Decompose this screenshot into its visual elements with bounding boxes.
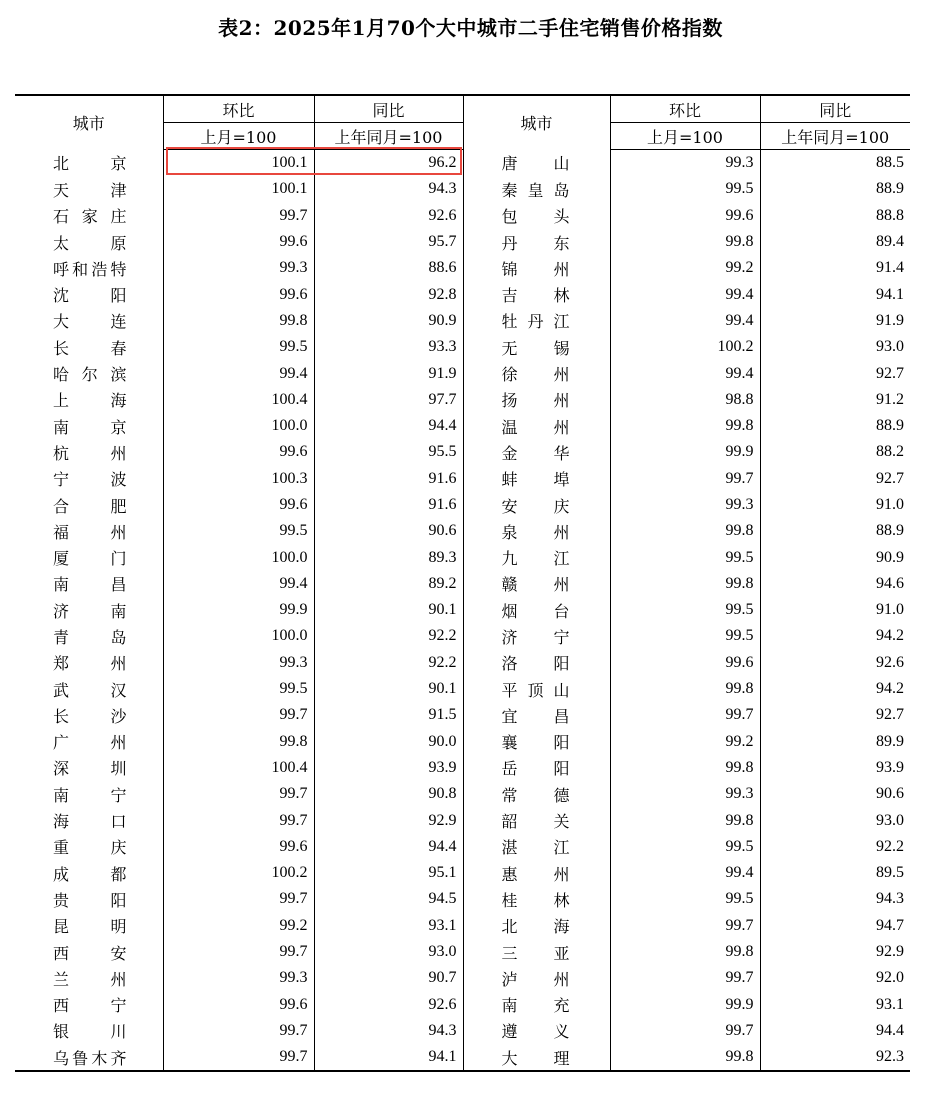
yoy-right-cell: 91.0 [876, 496, 904, 513]
table-row [15, 939, 910, 965]
mom-right-cell: 99.5 [610, 834, 760, 860]
mom-left-cell: 100.0 [163, 413, 314, 439]
mom-right-cell: 99.7 [610, 466, 760, 492]
mom-left-cell: 100.3 [163, 466, 314, 492]
city-right-cell: 三亚 [463, 939, 610, 965]
yoy-left-cell: 92.6 [314, 203, 463, 229]
mom-right-cell: 99.4 [610, 308, 760, 334]
table-row [15, 834, 910, 860]
city-right-cell: 秦皇岛 [463, 176, 610, 202]
city-left-cell: 济南 [15, 597, 163, 623]
mom-right-cell: 99.8 [610, 571, 760, 597]
yoy-left-cell: 88.6 [314, 255, 463, 281]
table-row [15, 255, 910, 281]
yoy-left-cell: 93.0 [314, 939, 463, 965]
yoy-left-cell: 94.3 [314, 176, 463, 202]
mom-left-cell: 99.5 [163, 518, 314, 544]
yoy-right-cell: 94.2 [876, 680, 904, 698]
city-left-cell: 青岛 [15, 623, 163, 649]
mom-left-cell: 99.7 [163, 702, 314, 728]
table-row [15, 597, 910, 623]
mom-right-cell: 99.3 [610, 492, 760, 518]
city-right-cell: 温州 [463, 413, 610, 439]
mom-left-cell: 99.7 [163, 886, 314, 912]
mom-left-cell: 99.8 [163, 729, 314, 755]
yoy-left-cell: 93.1 [314, 913, 463, 939]
mom-right-cell: 99.7 [610, 913, 760, 939]
city-left-cell: 大连 [15, 308, 163, 334]
table-row [15, 755, 910, 781]
mom-left-cell: 100.2 [163, 860, 314, 886]
table-row [15, 439, 910, 465]
city-left-cell: 沈阳 [15, 281, 163, 307]
table-row [15, 150, 910, 177]
city-left-cell: 深圳 [15, 755, 163, 781]
mom-left-cell: 99.7 [163, 781, 314, 807]
city-right-cell: 北海 [463, 913, 610, 939]
mom-right-cell: 99.4 [610, 281, 760, 307]
mom-right-cell: 98.8 [610, 387, 760, 413]
table-title: 表2：2025年1月70个大中城市二手住宅销售价格指数 [218, 16, 723, 40]
yoy-left-cell: 92.8 [314, 281, 463, 307]
city-right-cell: 湛江 [463, 834, 610, 860]
mom-left-cell: 99.3 [163, 255, 314, 281]
yoy-right-cell: 89.5 [876, 864, 904, 882]
mom-right-cell: 99.8 [610, 807, 760, 833]
yoy-right-cell: 92.7 [876, 706, 904, 724]
yoy-right-cell: 90.6 [876, 785, 904, 803]
city-right-cell: 南充 [463, 992, 610, 1018]
city-right-cell: 济宁 [463, 623, 610, 649]
city-right-cell: 丹东 [463, 229, 610, 255]
price-index-table [15, 94, 910, 1072]
yoy-left-cell: 97.7 [314, 387, 463, 413]
mom-right-cell: 99.5 [610, 176, 760, 202]
city-left-cell: 海口 [15, 807, 163, 833]
mom-right-cell: 99.5 [610, 597, 760, 623]
city-right-cell: 锦州 [463, 255, 610, 281]
city-right-cell: 韶关 [463, 807, 610, 833]
city-right-cell: 惠州 [463, 860, 610, 886]
table-row [15, 229, 910, 255]
mom-left-cell: 99.9 [163, 597, 314, 623]
mom-header-right: 环比 [610, 95, 760, 123]
city-right-cell: 常德 [463, 781, 610, 807]
city-left-cell: 广州 [15, 729, 163, 755]
mom-right-cell: 99.5 [610, 886, 760, 912]
mom-right-cell: 99.7 [610, 702, 760, 728]
city-left-cell: 乌鲁木齐 [15, 1044, 163, 1071]
yoy-left-cell: 90.9 [314, 308, 463, 334]
city-left-cell: 呼和浩特 [15, 255, 163, 281]
yoy-right-cell: 89.4 [876, 233, 904, 251]
yoy-left-cell: 90.8 [314, 781, 463, 807]
city-left-cell: 哈尔滨 [15, 360, 163, 386]
mom-left-cell: 99.2 [163, 913, 314, 939]
yoy-left-cell: 94.4 [314, 413, 463, 439]
mom-right-cell: 99.3 [610, 781, 760, 807]
yoy-right-cell: 92.0 [876, 969, 904, 987]
city-right-cell: 遵义 [463, 1018, 610, 1044]
city-right-cell: 襄阳 [463, 729, 610, 755]
mom-left-cell: 99.5 [163, 334, 314, 360]
city-left-cell: 杭州 [15, 439, 163, 465]
yoy-left-cell: 90.1 [314, 597, 463, 623]
yoy-right-cell: 92.9 [876, 943, 904, 961]
city-right-cell: 无锡 [463, 334, 610, 360]
yoy-right-cell: 92.2 [876, 837, 904, 855]
mom-left-cell: 99.6 [163, 439, 314, 465]
city-right-cell: 宜昌 [463, 702, 610, 728]
yoy-left-cell: 95.1 [314, 860, 463, 886]
yoy-right-cell: 92.3 [760, 1044, 910, 1071]
mom-right-cell: 99.5 [610, 623, 760, 649]
city-left-cell: 南昌 [15, 571, 163, 597]
mom-left-cell: 99.6 [163, 229, 314, 255]
mom-left-cell: 99.7 [163, 939, 314, 965]
yoy-left-cell: 89.2 [314, 571, 463, 597]
yoy-base-right: 上年同月=100 [760, 123, 910, 150]
table-row [15, 676, 910, 702]
mom-right-cell: 99.8 [610, 518, 760, 544]
mom-left-cell: 99.3 [163, 965, 314, 991]
mom-right-cell: 99.7 [610, 965, 760, 991]
city-left-cell: 石家庄 [15, 203, 163, 229]
yoy-left-cell: 94.4 [314, 834, 463, 860]
mom-right-cell: 99.8 [610, 413, 760, 439]
yoy-right-cell: 90.9 [876, 548, 904, 566]
city-right-cell: 蚌埠 [463, 466, 610, 492]
city-left-cell: 武汉 [15, 676, 163, 702]
table-row [15, 544, 910, 570]
city-left-cell: 西宁 [15, 992, 163, 1018]
city-left-cell: 成都 [15, 860, 163, 886]
yoy-left-cell: 93.9 [314, 755, 463, 781]
yoy-left-cell: 93.3 [314, 334, 463, 360]
city-left-cell: 长沙 [15, 702, 163, 728]
city-header-left: 城市 [15, 95, 163, 150]
mom-base-left: 上月=100 [163, 123, 314, 150]
table-row [15, 702, 910, 728]
mom-left-cell: 99.7 [163, 203, 314, 229]
table-row [15, 1044, 910, 1071]
yoy-left-cell: 90.6 [314, 518, 463, 544]
yoy-right-cell: 88.2 [876, 443, 904, 461]
mom-left-cell: 100.0 [163, 544, 314, 570]
mom-left-cell: 99.6 [163, 281, 314, 307]
city-left-cell: 合肥 [15, 492, 163, 518]
mom-left-cell: 100.4 [163, 755, 314, 781]
city-left-cell: 兰州 [15, 965, 163, 991]
city-left-cell: 郑州 [15, 650, 163, 676]
yoy-left-cell: 91.6 [314, 492, 463, 518]
city-left-cell: 西安 [15, 939, 163, 965]
yoy-left-cell: 96.2 [314, 150, 463, 177]
mom-right-cell: 99.8 [610, 755, 760, 781]
yoy-right-cell: 92.7 [876, 469, 904, 487]
yoy-right-cell: 91.4 [876, 259, 904, 277]
mom-left-cell: 99.7 [163, 807, 314, 833]
mom-left-cell: 100.0 [163, 623, 314, 649]
mom-right-cell: 99.6 [610, 650, 760, 676]
yoy-right-cell: 88.9 [876, 180, 904, 198]
table-row [15, 413, 910, 439]
city-left-cell: 天津 [15, 176, 163, 202]
table-row [15, 1018, 910, 1044]
yoy-right-cell: 91.2 [876, 390, 904, 408]
yoy-right-cell: 88.5 [876, 154, 904, 172]
mom-right-cell: 99.8 [610, 676, 760, 702]
table-row [15, 571, 910, 597]
city-left-cell: 北京 [15, 150, 163, 177]
yoy-left-cell: 91.5 [314, 702, 463, 728]
mom-right-cell: 99.8 [610, 1044, 760, 1071]
yoy-right-cell: 92.6 [876, 653, 904, 671]
city-left-cell: 上海 [15, 387, 163, 413]
table-row [15, 807, 910, 833]
yoy-right-cell: 93.9 [876, 758, 904, 776]
yoy-right-cell: 91.0 [876, 601, 904, 619]
city-right-cell: 洛阳 [463, 650, 610, 676]
yoy-right-cell: 94.4 [876, 1021, 904, 1039]
table-row [15, 518, 910, 544]
city-right-cell: 唐山 [463, 150, 610, 177]
mom-left-cell: 99.4 [163, 571, 314, 597]
yoy-left-cell: 90.7 [314, 965, 463, 991]
city-left-cell: 贵阳 [15, 886, 163, 912]
table-row [15, 623, 910, 649]
yoy-right-cell: 88.9 [876, 417, 904, 435]
yoy-right-cell: 93.0 [876, 811, 904, 829]
city-right-cell: 泉州 [463, 518, 610, 544]
city-left-cell: 重庆 [15, 834, 163, 860]
city-right-cell: 赣州 [463, 571, 610, 597]
yoy-right-cell: 94.7 [876, 916, 904, 934]
yoy-left-cell: 92.2 [314, 623, 463, 649]
table-row [15, 308, 910, 334]
mom-left-cell: 99.6 [163, 492, 314, 518]
yoy-right-cell: 89.9 [876, 732, 904, 750]
yoy-left-cell: 90.0 [314, 729, 463, 755]
yoy-left-cell: 91.6 [314, 466, 463, 492]
yoy-left-cell: 89.3 [314, 544, 463, 570]
yoy-right-cell: 94.2 [876, 627, 904, 645]
table-row [15, 360, 910, 386]
mom-left-cell: 100.1 [163, 150, 314, 177]
city-right-cell: 泸州 [463, 965, 610, 991]
city-right-cell: 牡丹江 [463, 308, 610, 334]
mom-right-cell: 99.2 [610, 255, 760, 281]
yoy-left-cell: 92.9 [314, 807, 463, 833]
table-row [15, 992, 910, 1018]
yoy-right-cell: 93.1 [876, 995, 904, 1013]
mom-right-cell: 99.4 [610, 360, 760, 386]
city-right-cell: 金华 [463, 439, 610, 465]
city-left-cell: 厦门 [15, 544, 163, 570]
mom-right-cell: 99.8 [610, 939, 760, 965]
city-right-cell: 徐州 [463, 360, 610, 386]
city-left-cell: 南宁 [15, 781, 163, 807]
city-left-cell: 宁波 [15, 466, 163, 492]
mom-header-left: 环比 [163, 95, 314, 123]
table-row [15, 466, 910, 492]
mom-left-cell: 99.8 [163, 308, 314, 334]
yoy-base-left: 上年同月=100 [314, 123, 463, 150]
table-row [15, 387, 910, 413]
table-row [15, 886, 910, 912]
table-row [15, 860, 910, 886]
city-left-cell: 银川 [15, 1018, 163, 1044]
mom-right-cell: 99.7 [610, 1018, 760, 1044]
city-left-cell: 长春 [15, 334, 163, 360]
mom-right-cell: 99.5 [610, 544, 760, 570]
city-right-cell: 安庆 [463, 492, 610, 518]
mom-left-cell: 99.6 [163, 992, 314, 1018]
yoy-right-cell: 92.7 [876, 364, 904, 382]
mom-right-cell: 100.2 [610, 334, 760, 360]
mom-right-cell: 99.6 [610, 203, 760, 229]
mom-left-cell: 99.7 [163, 1044, 314, 1071]
yoy-left-cell: 92.2 [314, 650, 463, 676]
yoy-left-cell: 91.9 [314, 360, 463, 386]
yoy-right-cell: 88.9 [876, 522, 904, 540]
mom-base-right: 上月=100 [610, 123, 760, 150]
table-row [15, 203, 910, 229]
yoy-right-cell: 91.9 [876, 311, 904, 329]
yoy-left-cell: 94.1 [314, 1044, 463, 1071]
yoy-right-cell: 94.1 [876, 285, 904, 303]
table-row [15, 913, 910, 939]
city-left-cell: 昆明 [15, 913, 163, 939]
mom-right-cell: 99.9 [610, 992, 760, 1018]
city-right-cell: 桂林 [463, 886, 610, 912]
yoy-left-cell: 95.5 [314, 439, 463, 465]
yoy-right-cell: 94.6 [876, 574, 904, 592]
mom-left-cell: 99.5 [163, 676, 314, 702]
city-right-cell: 岳阳 [463, 755, 610, 781]
yoy-left-cell: 94.5 [314, 886, 463, 912]
city-header-right: 城市 [463, 95, 610, 150]
mom-left-cell: 99.4 [163, 360, 314, 386]
mom-left-cell: 100.1 [163, 176, 314, 202]
table-row [15, 492, 910, 518]
yoy-right-cell: 93.0 [876, 338, 904, 356]
city-right-cell: 平顶山 [463, 676, 610, 702]
yoy-header-right: 同比 [760, 95, 910, 123]
yoy-right-cell: 88.8 [876, 206, 904, 224]
city-left-cell: 南京 [15, 413, 163, 439]
yoy-header-left: 同比 [314, 95, 463, 123]
table-row [15, 965, 910, 991]
mom-right-cell: 99.9 [610, 439, 760, 465]
table-row [15, 334, 910, 360]
yoy-right-cell: 94.3 [876, 890, 904, 908]
city-right-cell: 烟台 [463, 597, 610, 623]
mom-right-cell: 99.2 [610, 729, 760, 755]
table-row [15, 281, 910, 307]
city-left-cell: 太原 [15, 229, 163, 255]
mom-left-cell: 99.6 [163, 834, 314, 860]
city-right-cell: 吉林 [463, 281, 610, 307]
yoy-left-cell: 90.1 [314, 676, 463, 702]
city-left-cell: 福州 [15, 518, 163, 544]
mom-right-cell: 99.3 [610, 150, 760, 177]
city-right-cell: 扬州 [463, 387, 610, 413]
mom-left-cell: 100.4 [163, 387, 314, 413]
city-right-cell: 包头 [463, 203, 610, 229]
city-right-cell: 九江 [463, 544, 610, 570]
table-row [15, 781, 910, 807]
table-row [15, 729, 910, 755]
yoy-left-cell: 92.6 [314, 992, 463, 1018]
table-row [15, 650, 910, 676]
mom-left-cell: 99.7 [163, 1018, 314, 1044]
table-body [15, 150, 910, 1072]
mom-left-cell: 99.3 [163, 650, 314, 676]
table-row [15, 176, 910, 202]
mom-right-cell: 99.8 [610, 229, 760, 255]
mom-right-cell: 99.4 [610, 860, 760, 886]
yoy-left-cell: 94.3 [314, 1018, 463, 1044]
city-right-cell: 大理 [463, 1044, 610, 1071]
yoy-left-cell: 95.7 [314, 229, 463, 255]
